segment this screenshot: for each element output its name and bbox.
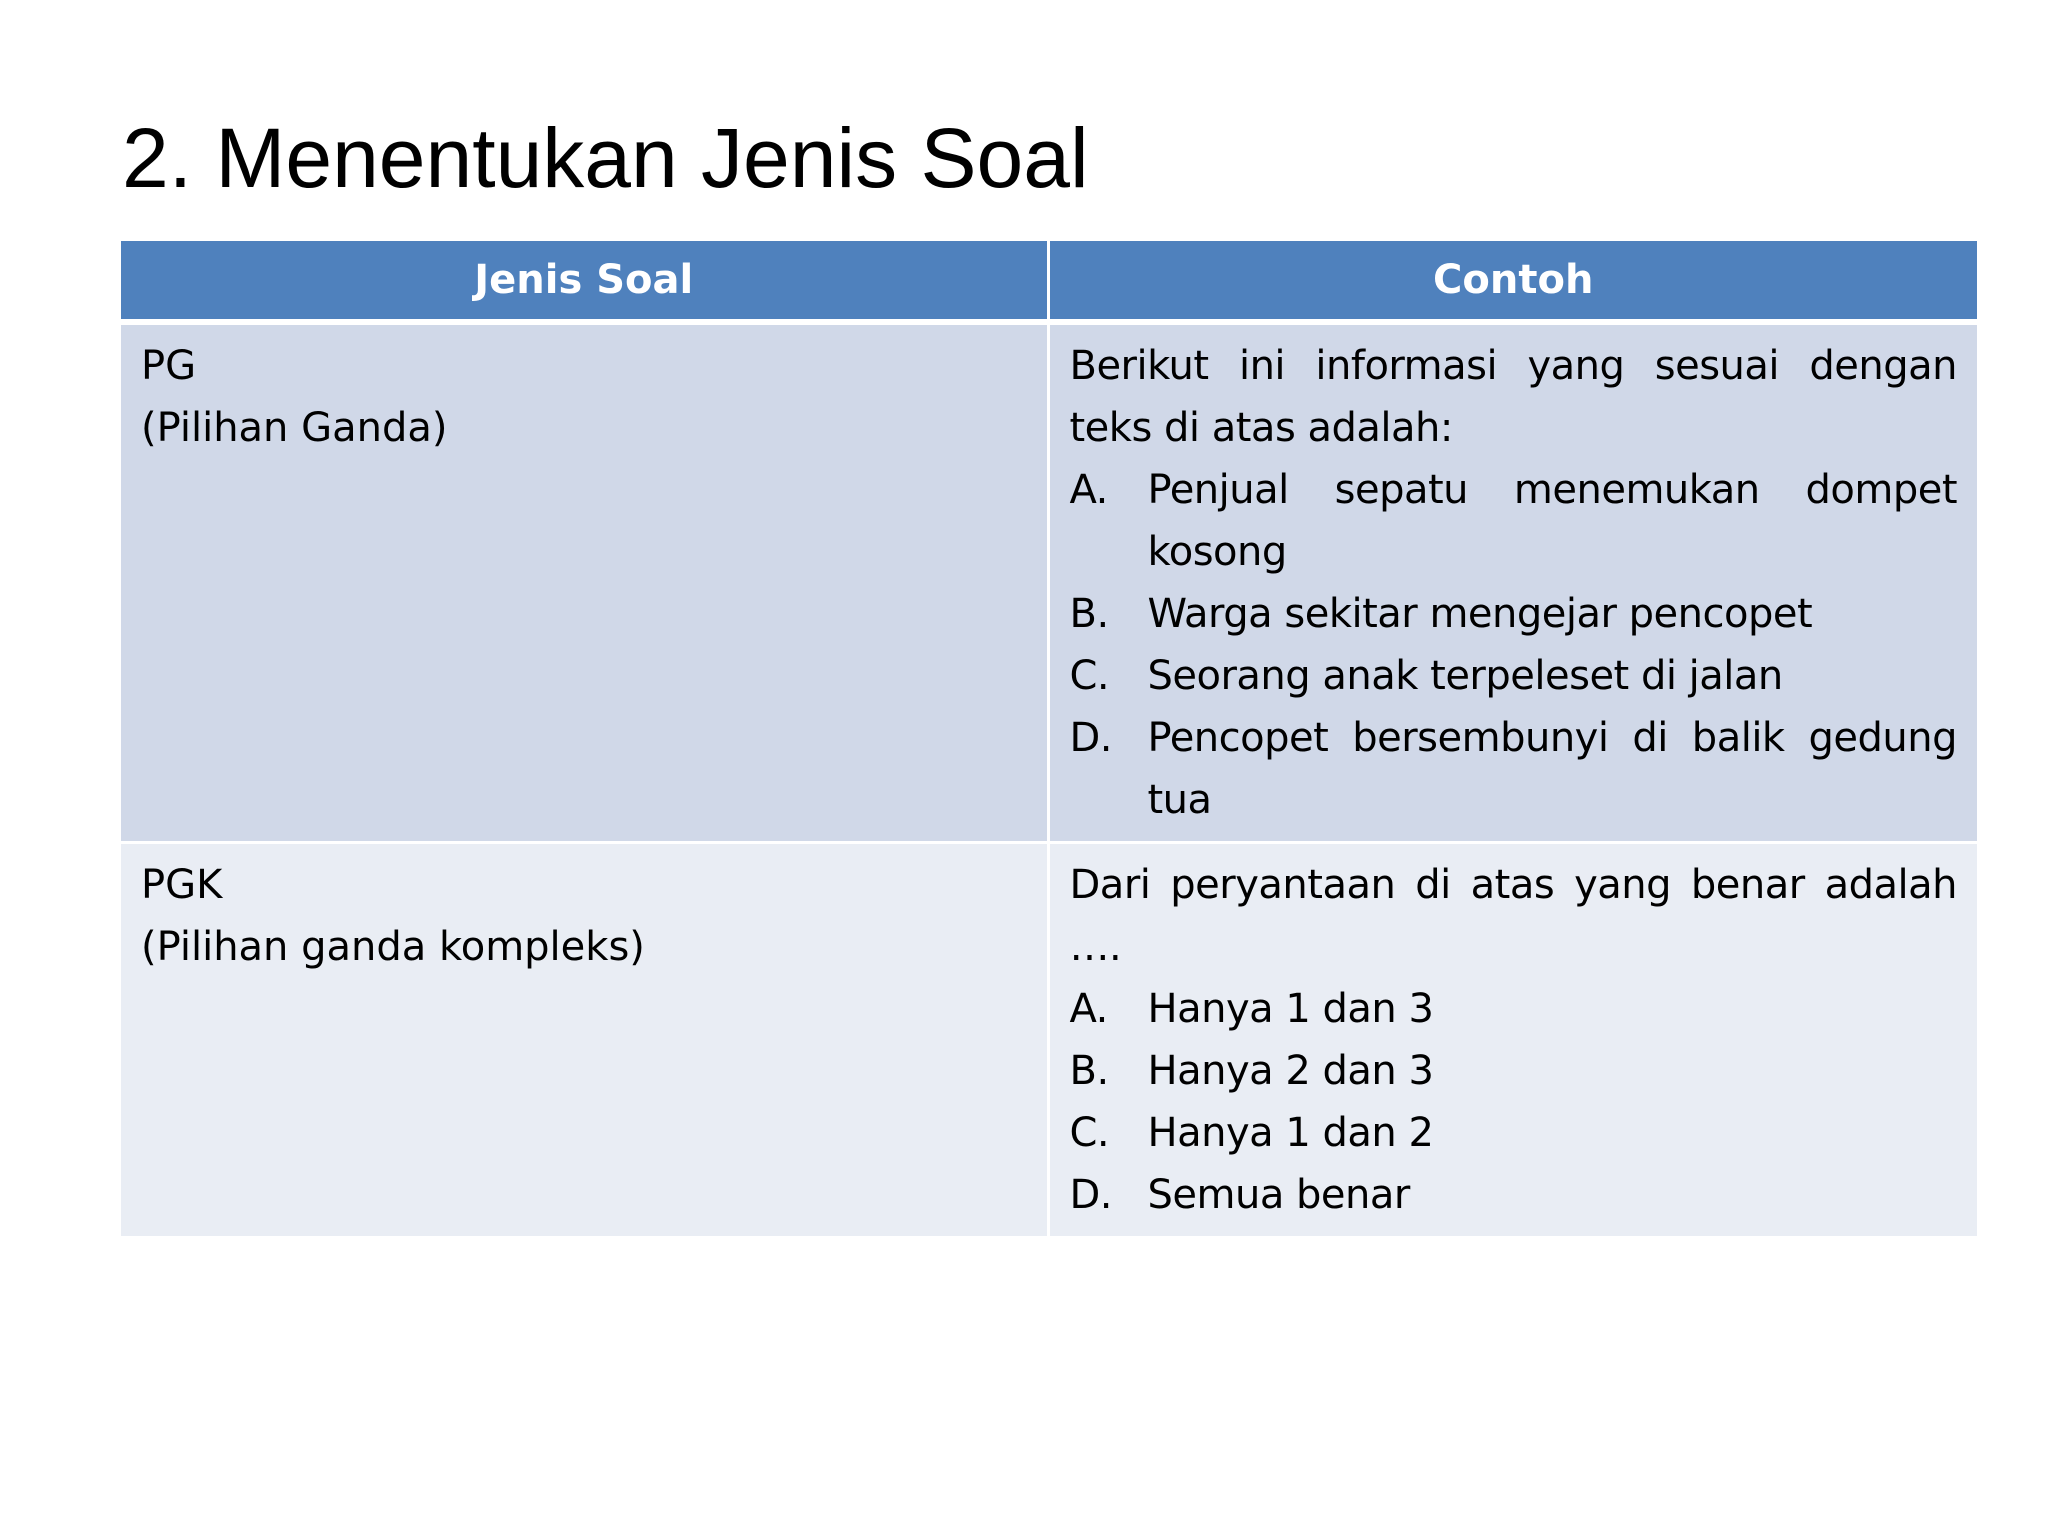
- question-text: Berikut ini informasi yang sesuai dengan teks di atas adalah:: [1069, 343, 1957, 451]
- option-item: [1070, 459, 1958, 583]
- type-name: (Pilihan Ganda): [141, 405, 448, 451]
- option-text: Penjual sepatu menemukan dompet kosong: [1147, 467, 1957, 575]
- option-text: Seorang anak terpeleset di jalan: [1147, 653, 1783, 699]
- option-item: [1070, 1102, 1958, 1164]
- option-item: [1070, 707, 1958, 831]
- option-letter: C.: [1069, 653, 1110, 699]
- example-cell: [1048, 843, 1977, 1238]
- header-jenis-soal: Jenis Soal: [121, 241, 1048, 322]
- header-contoh: Contoh: [1048, 241, 1977, 322]
- option-text: Hanya 1 dan 2: [1147, 1110, 1434, 1156]
- option-text: Pencopet bersembunyi di balik gedung tua: [1147, 715, 1957, 823]
- type-cell: [121, 843, 1048, 1238]
- type-name: (Pilihan ganda kompleks): [141, 924, 645, 970]
- question-text: Dari peryantaan di atas yang benar adalah ….: [1069, 862, 1957, 970]
- option-item: [1070, 1164, 1958, 1226]
- example-cell: [1048, 322, 1977, 843]
- option-text: Hanya 2 dan 3: [1147, 1048, 1434, 1094]
- option-letter: B.: [1069, 1048, 1109, 1094]
- option-letter: D.: [1069, 715, 1113, 761]
- type-code: PGK: [141, 862, 223, 908]
- table-row: [121, 322, 1977, 843]
- option-letter: C.: [1069, 1110, 1110, 1156]
- question-type-table: [121, 241, 1977, 1239]
- option-text: Warga sekitar mengejar pencopet: [1147, 591, 1813, 637]
- option-text: Hanya 1 dan 3: [1147, 986, 1434, 1032]
- option-list: [1070, 459, 1958, 831]
- option-text: Semua benar: [1147, 1172, 1410, 1218]
- table-header-row: [121, 241, 1977, 322]
- option-item: [1070, 978, 1958, 1040]
- type-cell: [121, 322, 1048, 843]
- option-item: [1070, 1040, 1958, 1102]
- type-code: PG: [141, 343, 197, 389]
- option-letter: A.: [1069, 986, 1108, 1032]
- table-row: [121, 843, 1977, 1238]
- option-item: [1070, 645, 1958, 707]
- slide-title: 2. Menentukan Jenis Soal: [122, 111, 1089, 205]
- option-list: [1070, 978, 1958, 1226]
- option-letter: D.: [1069, 1172, 1113, 1218]
- option-letter: B.: [1069, 591, 1109, 637]
- option-letter: A.: [1069, 467, 1108, 513]
- option-item: [1070, 583, 1958, 645]
